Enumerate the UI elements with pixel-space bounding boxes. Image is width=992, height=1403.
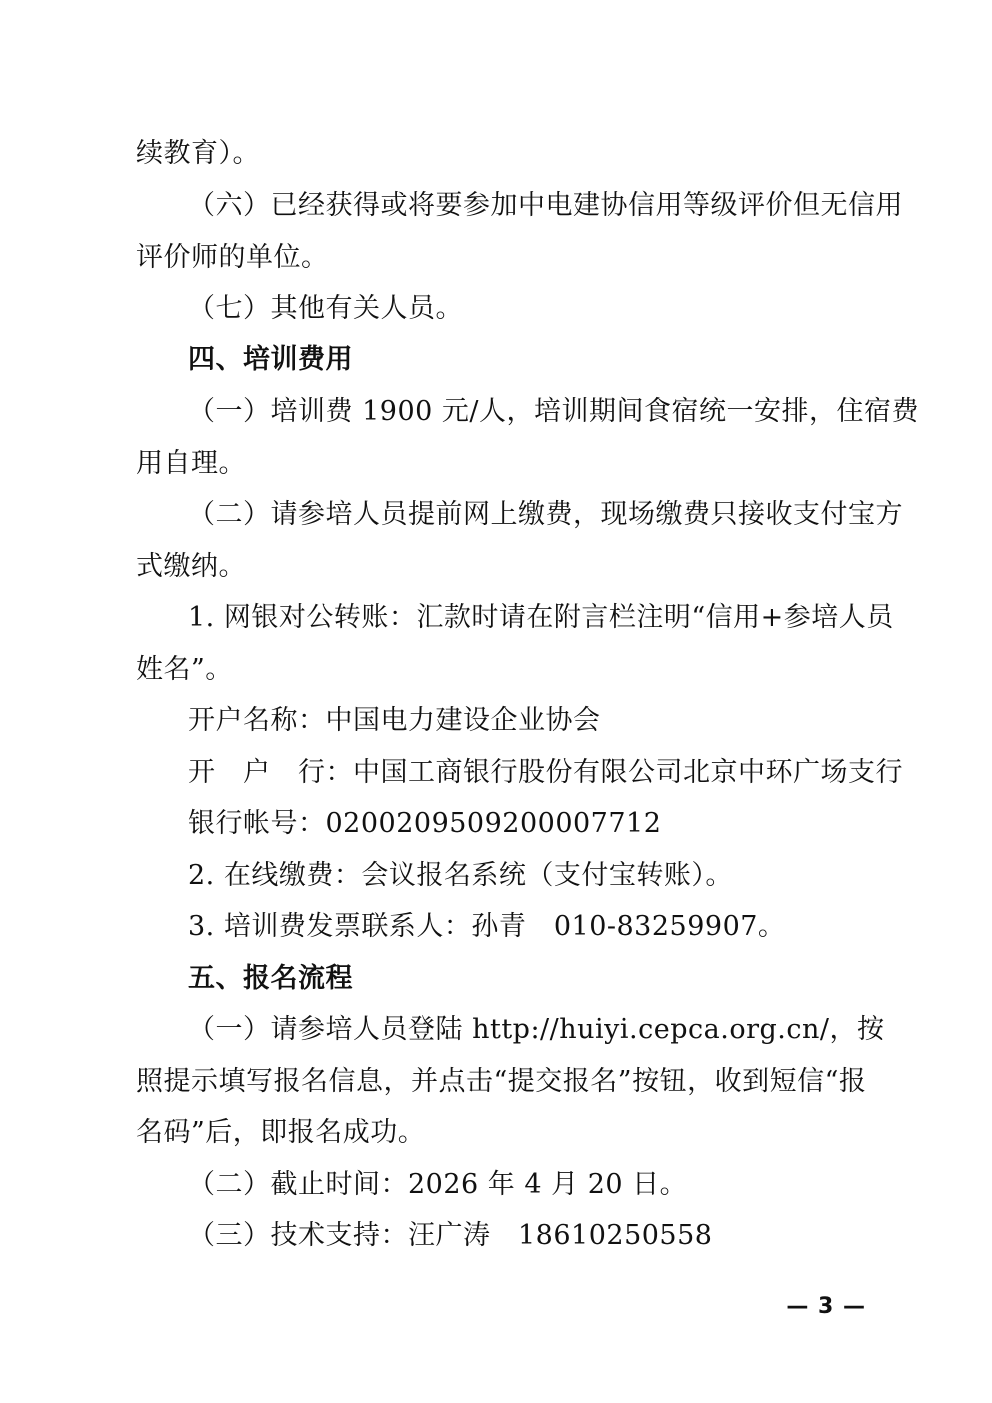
text-line-bank-branch: 开 户 行：中国工商银行股份有限公司北京中环广场支行 bbox=[188, 757, 903, 788]
text-line-fee-one: （一）培训费 1900 元/人，培训期间食宿统一安排，住宿费 bbox=[188, 396, 919, 427]
text-line-item-seven: （七）其他有关人员。 bbox=[188, 293, 463, 324]
text-line-continuing-education: 续教育）。 bbox=[136, 138, 260, 169]
text-line-registration-one-cont: 照提示填写报名信息，并点击“提交报名”按钮，收到短信“报 bbox=[136, 1066, 867, 1097]
section-heading-fees: 四、培训费用 bbox=[188, 344, 353, 375]
text-line-item-six-cont: 评价师的单位。 bbox=[136, 242, 329, 273]
text-line-item-six: （六）已经获得或将要参加中电建协信用等级评价但无信用 bbox=[188, 190, 903, 221]
text-line-account-number: 银行帐号：0200209509200007712 bbox=[188, 808, 662, 839]
text-line-bank-transfer-cont: 姓名”。 bbox=[136, 654, 233, 685]
text-line-tech-support: （三）技术支持：汪广涛 18610250558 bbox=[188, 1220, 713, 1251]
text-line-bank-transfer: 1. 网银对公转账：汇款时请在附言栏注明“信用+参培人员 bbox=[188, 602, 894, 633]
text-line-invoice-contact: 3. 培训费发票联系人：孙青 010-83259907。 bbox=[188, 911, 786, 942]
page-number: — 3 — bbox=[786, 1294, 866, 1319]
text-line-account-name: 开户名称：中国电力建设企业协会 bbox=[188, 705, 601, 736]
text-line-registration-one-end: 名码”后，即报名成功。 bbox=[136, 1117, 426, 1148]
section-heading-registration: 五、报名流程 bbox=[188, 963, 353, 994]
text-line-deadline: （二）截止时间：2026 年 4 月 20 日。 bbox=[188, 1169, 688, 1200]
text-line-fee-one-cont: 用自理。 bbox=[136, 448, 246, 479]
text-line-fee-two-cont: 式缴纳。 bbox=[136, 551, 246, 582]
text-line-registration-one: （一）请参培人员登陆 http://huiyi.cepca.org.cn/，按 bbox=[188, 1014, 885, 1045]
text-line-fee-two: （二）请参培人员提前网上缴费，现场缴费只接收支付宝方 bbox=[188, 499, 903, 530]
text-line-online-payment: 2. 在线缴费：会议报名系统（支付宝转账）。 bbox=[188, 860, 733, 891]
